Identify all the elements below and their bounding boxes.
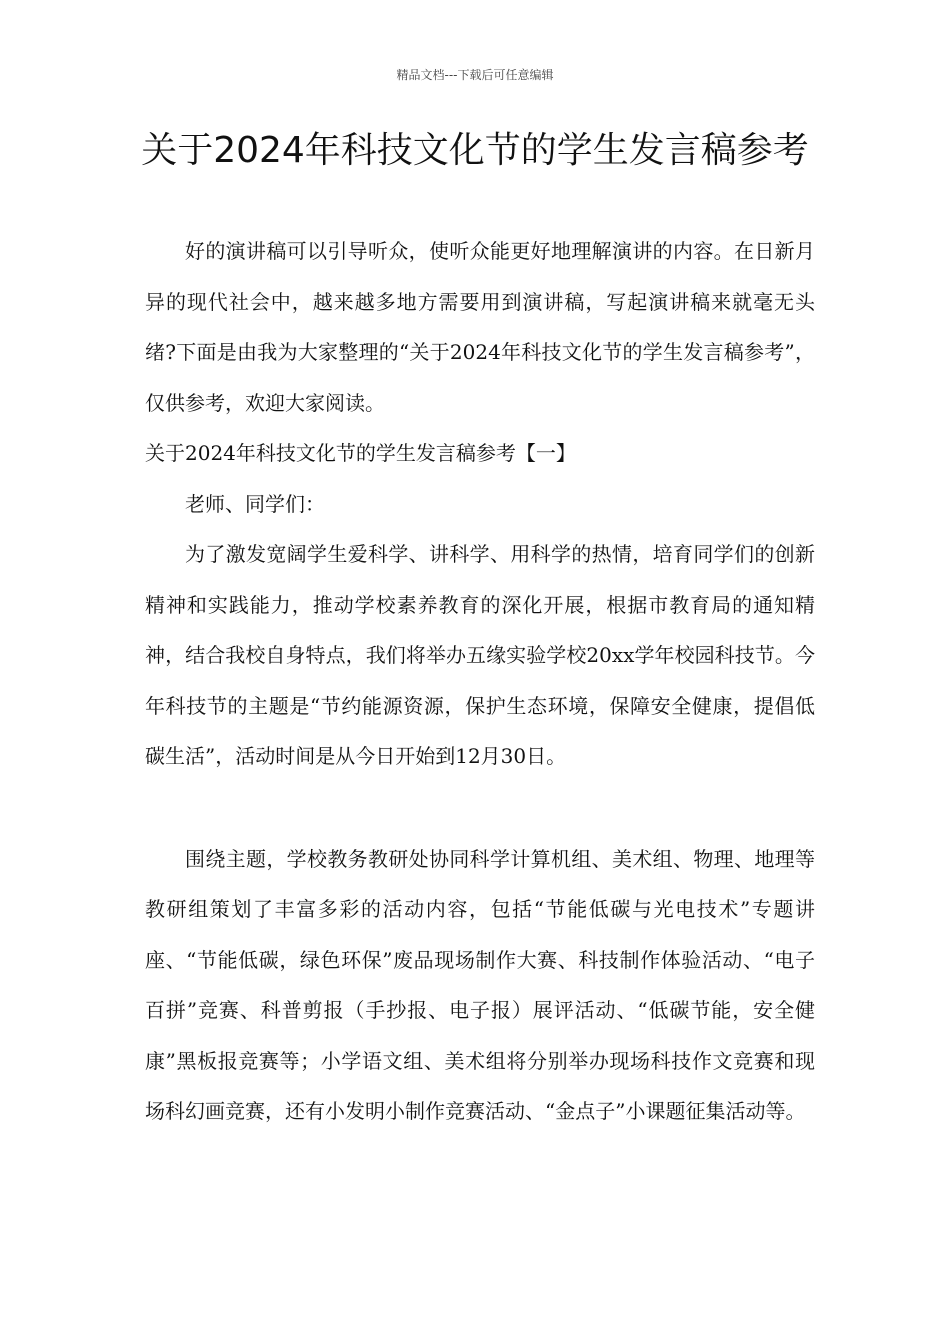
body-paragraph-1: 为了激发宽阔学生爱科学、讲科学、用科学的热情，培育同学们的创新精神和实践能力，推动学校素养教育的深化开展，根据市教育局的通知精神，结合我校自身特点，我们将举办五缘实验学校20xx学年校园科技节。今年科技节的主题是“节约能源资源，保护生态环境，保障安全健康，提倡低碳生活”，活动时间是从今日开始到12月30日。 [145, 542, 815, 768]
body-paragraph-2: 围绕主题，学校教务教研处协同科学计算机组、美术组、物理、地理等教研组策划了丰富多彩的活动内容，包括“节能低碳与光电技术”专题讲座、“节能低碳，绿色环保”废品现场制作大赛、科技制作体验活动、“电子百拼”竞赛、科普剪报（手抄报、电子报）展评活动、“低碳节能，安全健康”黑板报竞赛等；小学语文组、美术组将分别举办现场科技作文竞赛和现场科幻画竞赛，还有小发明小制作竞赛活动、“金点子”小课题征集活动等。 [145, 846, 815, 1123]
document-body [145, 226, 815, 1137]
section-heading: 关于2024年科技文化节的学生发言稿参考【一】 [145, 441, 576, 465]
intro-paragraph: 好的演讲稿可以引导听众，使听众能更好地理解演讲的内容。在日新月异的现代社会中，越来越多地方需要用到演讲稿，写起演讲稿来就毫无头绪?下面是由我为大家整理的“关于2024年科技文化节的学生发言稿参考”，仅供参考，欢迎大家阅读。 [145, 239, 815, 415]
document-title: 关于2024年科技文化节的学生发言稿参考 [141, 130, 809, 171]
salutation: 老师、同学们： [185, 491, 325, 516]
paragraph-spacer [145, 782, 815, 834]
page-header-note: 精品文档---下载后可任意编辑 [396, 68, 554, 82]
